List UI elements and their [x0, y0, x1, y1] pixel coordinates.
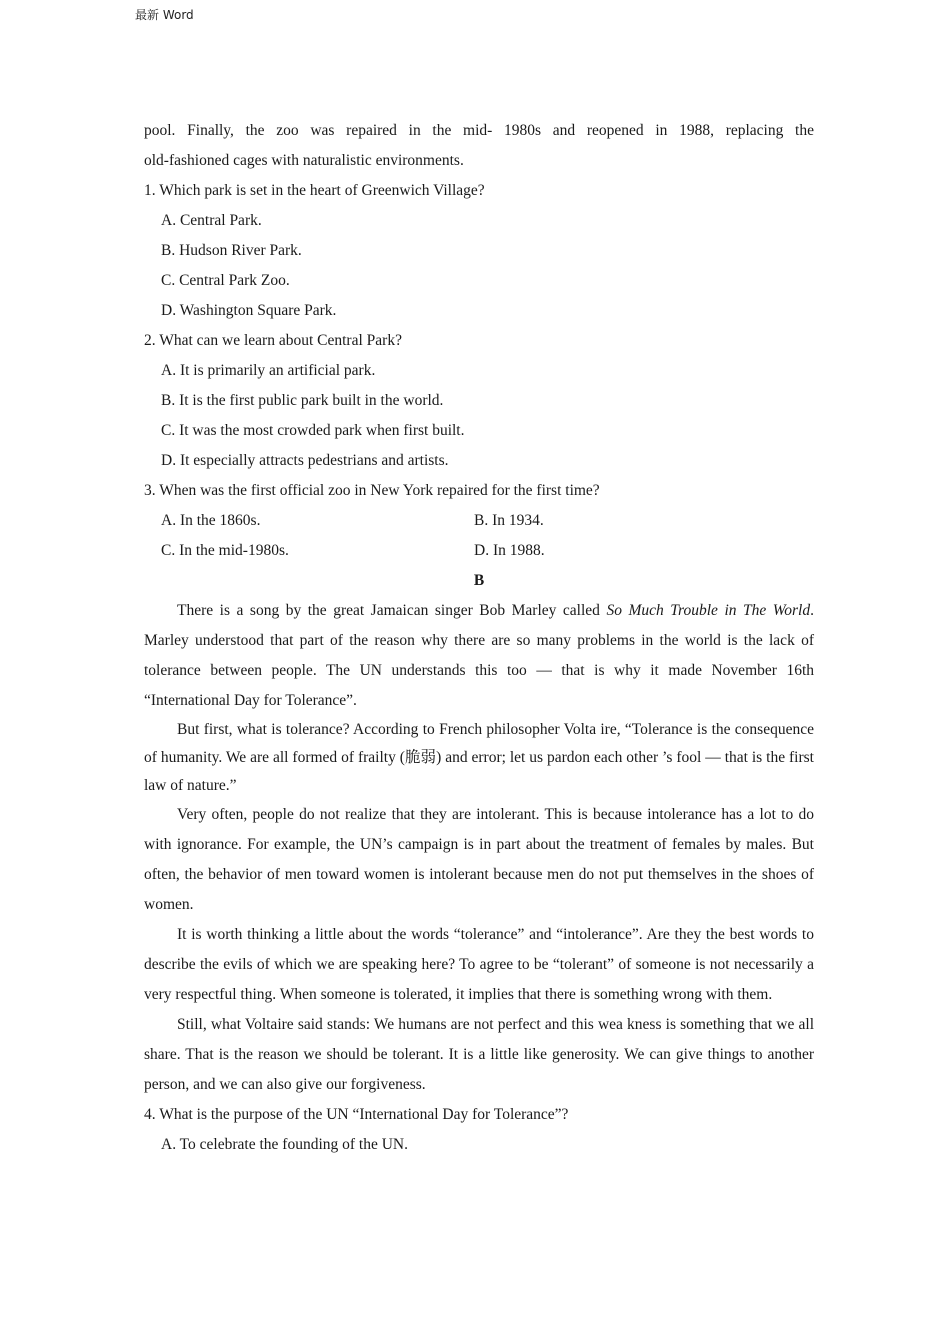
answer-option: C. Central Park Zoo.: [161, 272, 290, 289]
answer-option: B. Hudson River Park.: [161, 242, 302, 259]
passage-paragraph-4: It is worth thinking a little about the words “tolerance” and “intolerance”. Are they the best words to describe the evils of which we are speaking here? To agree to be “tolerant” of someone is not necessarily a very respectful thing. When someone is tolerated, it implies that there is something wrong with them.: [144, 926, 814, 1003]
passage-paragraph-2: But first, what is tolerance? According to French philosopher Volta ire, “Tolerance is the consequence of humanity. We are all formed of frailty (脆弱) and error; let us pardon each other ’s fool — that is the first law of nature.”: [144, 721, 814, 794]
paragraph-text: There is a song by the great Jamaican singer Bob Marley called: [177, 602, 607, 619]
answer-option: A. To celebrate the founding of the UN.: [161, 1136, 408, 1153]
section-heading: B: [473, 572, 485, 589]
answer-option: D. In 1988.: [474, 542, 545, 559]
answer-option: D. It especially attracts pedestrians and artists.: [161, 452, 449, 469]
answer-option-row: [144, 506, 814, 536]
question-stem: 2. What can we learn about Central Park?: [144, 332, 402, 349]
question-4: [144, 1100, 814, 1160]
intro-paragraph: [144, 116, 814, 176]
answer-option: B. In 1934.: [474, 512, 544, 529]
question-1: [144, 176, 814, 326]
passage-paragraph-3: Very often, people do not realize that they are intolerant. This is because intolerance has a lot to do with ignorance. For example, the UN’s campaign is in part about the treatment of females by males. But often, the behavior of men toward women is intolerant because men do not put themselves in the shoes of women.: [144, 806, 814, 913]
answer-option: A. It is primarily an artificial park.: [161, 362, 376, 379]
passage-paragraph-5: Still, what Voltaire said stands: We humans are not perfect and this wea kness is something that we all share. That is the reason we should be tolerant. It is a little like generosity. We can give things to another person, and we can also give our forgiveness.: [144, 1016, 814, 1093]
question-3: [144, 476, 814, 566]
answer-option: D. Washington Square Park.: [161, 302, 337, 319]
answer-option: B. It is the first public park built in the world.: [161, 392, 444, 409]
paragraph-text: . Marley understood that part of the reason why there are so many problems in the world is the lack of tolerance between people. The UN understands this too — that is why it made November 16th “International Day for Tolerance”.: [144, 602, 814, 709]
song-title: So Much Trouble in The World: [606, 602, 811, 619]
paragraph-line: old-fashioned cages with naturalistic environments.: [144, 152, 464, 169]
answer-option-row: [144, 536, 814, 566]
paragraph-line: pool. Finally, the zoo was repaired in the mid- 1980s and reopened in 1988, replacing the: [144, 122, 814, 139]
answer-option: C. In the mid-1980s.: [161, 542, 289, 559]
answer-option: A. Central Park.: [161, 212, 262, 229]
page-header: 最新 Word: [135, 8, 194, 22]
question-stem: 4. What is the purpose of the UN “International Day for Tolerance”?: [144, 1106, 569, 1123]
passage-paragraph-1: [144, 596, 814, 716]
answer-option: C. It was the most crowded park when first built.: [161, 422, 465, 439]
passage-b: [144, 596, 814, 1100]
answer-option: A. In the 1860s.: [161, 512, 261, 529]
question-stem: 1. Which park is set in the heart of Greenwich Village?: [144, 182, 485, 199]
question-stem: 3. When was the first official zoo in New York repaired for the first time?: [144, 482, 600, 499]
document-body: [144, 116, 814, 1160]
question-2: [144, 326, 814, 476]
